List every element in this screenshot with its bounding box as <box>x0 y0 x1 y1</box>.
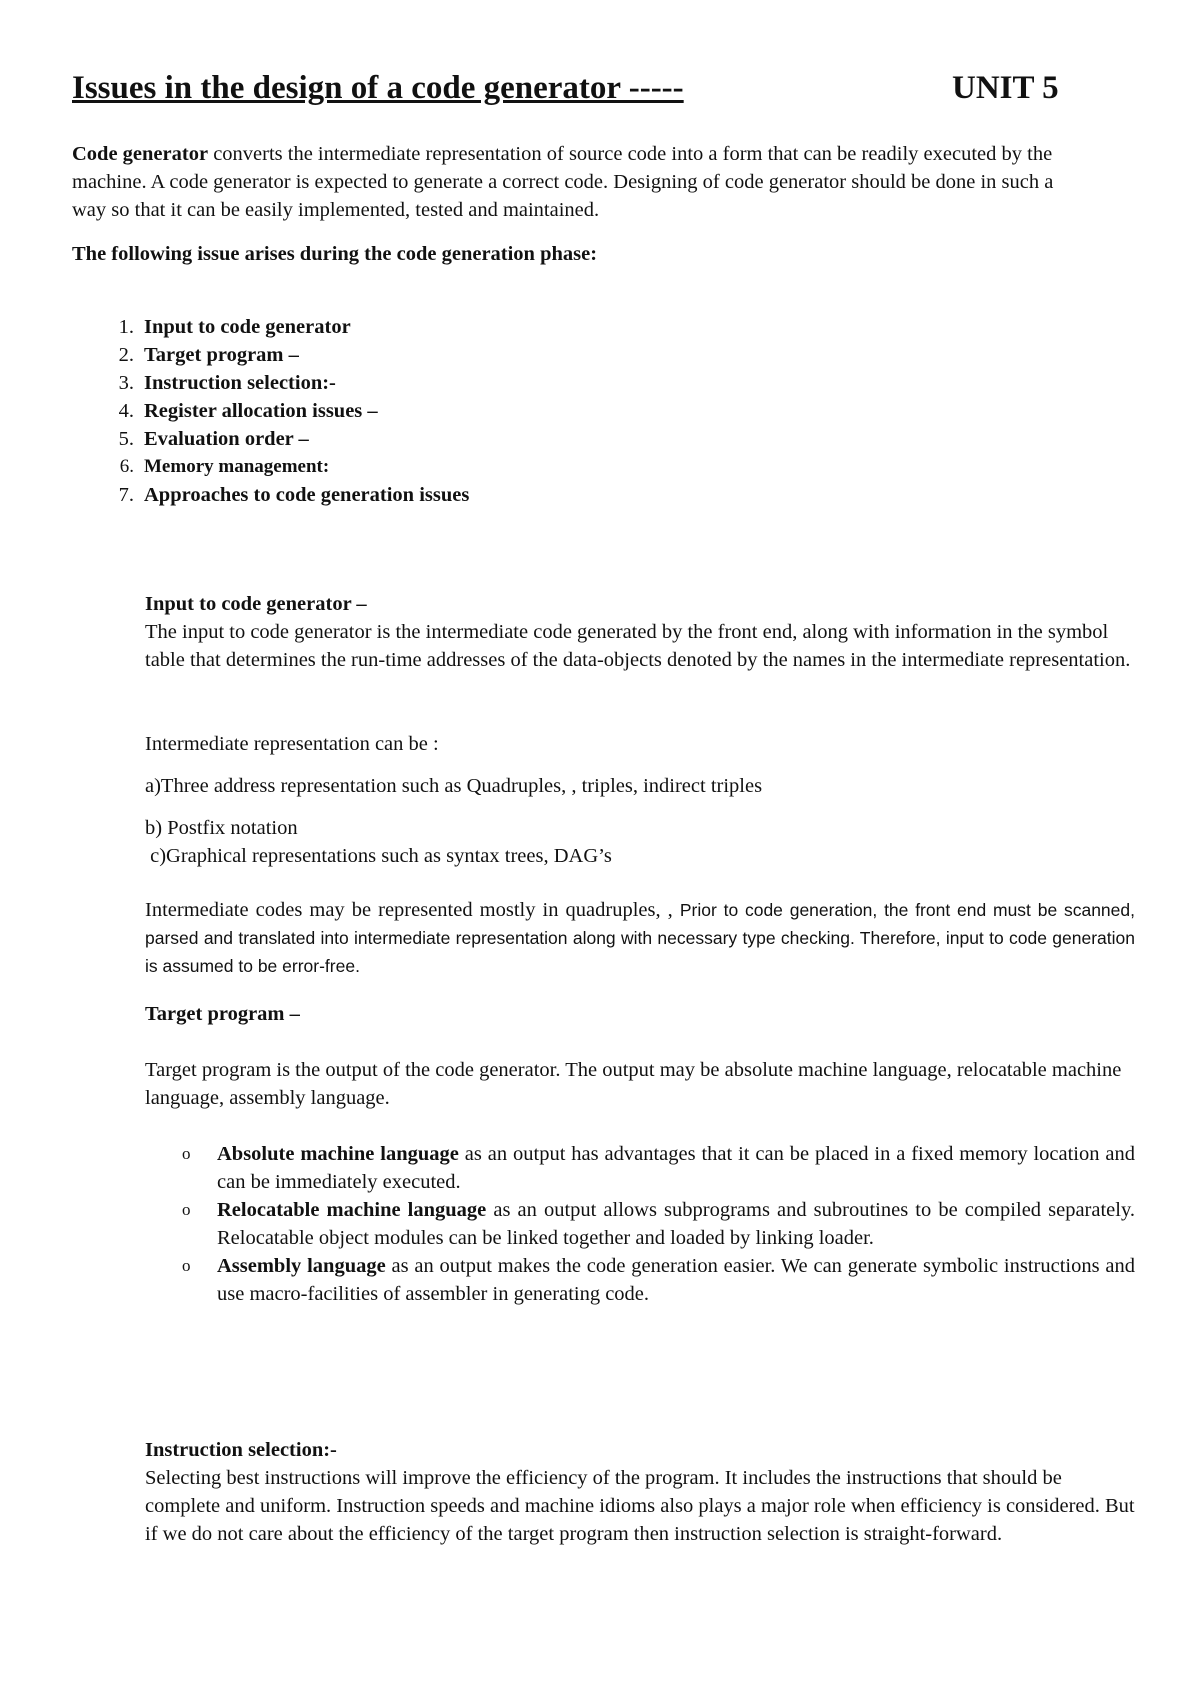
issues-list <box>72 313 672 509</box>
instruction-section-paragraph: Selecting best instructions will improve the efficiency of the program. It includes the instructions that should be complete and uniform. Instruction speeds and machine idioms also plays a major role when efficiency is considered. But if we do not care about the efficiency of the target program then instruction selection is straight-forward. <box>145 1467 1135 1545</box>
intro-lead: Code generator <box>72 143 209 165</box>
list-item: 6. Memory management: <box>119 456 330 477</box>
ir-mostly-serif: Intermediate codes may be represented mostly in quadruples, , <box>145 899 680 921</box>
unit-label: UNIT 5 <box>952 70 1059 106</box>
list-item: 1. Input to code generator <box>118 316 351 338</box>
ir-mostly-sans: Prior to code generation, the front end must be scanned, parsed and translated into intermediate representation along with necessary type checking. Therefore, input to code generation is assumed to be error-free. <box>145 900 1135 976</box>
input-section-heading: Input to code generator – <box>145 593 367 615</box>
target-section-heading: Target program – <box>145 1003 300 1025</box>
ir-option-b: b) Postfix notation <box>145 817 298 839</box>
instruction-section-heading: Instruction selection:- <box>145 1439 337 1461</box>
page-title <box>72 70 1082 107</box>
list-item: 5. Evaluation order – <box>118 428 309 450</box>
bullet-icon: o <box>182 1200 191 1219</box>
list-item: 4. Register allocation issues – <box>118 400 378 422</box>
list-item: 2. Target program – <box>118 344 299 366</box>
list-item: o Absolute machine language as an output has advantages that it can be placed in a fixed memory location and can be immediately executed. <box>145 1140 1135 1196</box>
list-item: 7. Approaches to code generation issues <box>118 484 470 506</box>
ir-option-c: c)Graphical representations such as syntax trees, DAG’s <box>145 845 612 867</box>
intro-text: converts the intermediate representation of source code into a form that can be readily executed by the machine. A code generator is expected to generate a correct code. Designing of code generator should be done in such a way so that it can be easily implemented, tested and maintained. <box>72 143 1054 221</box>
target-bullet-list <box>145 1140 1135 1308</box>
page-title-main: Issues in the design of a code generator ----- <box>72 70 684 106</box>
ir-mostly-paragraph <box>145 896 1135 980</box>
bullet-icon: o <box>182 1256 191 1275</box>
bullet-icon: o <box>182 1144 191 1163</box>
ir-option-a: a)Three address representation such as Quadruples, , triples, indirect triples <box>145 775 763 797</box>
issues-heading: The following issue arises during the code generation phase: <box>72 243 598 265</box>
list-item: 3. Instruction selection:- <box>118 372 336 394</box>
list-item: o Assembly language as an output makes the code generation easier. We can generate symbolic instructions and use macro-facilities of assembler in generating code. <box>145 1252 1135 1308</box>
ir-can-be: Intermediate representation can be : <box>145 733 439 755</box>
input-section-paragraph: The input to code generator is the intermediate code generated by the front end, along with information in the symbol table that determines the run-time addresses of the data-objects denoted by the names in the intermediate representation. <box>145 621 1131 671</box>
list-item: o Relocatable machine language as an output allows subprograms and subroutines to be compiled separately. Relocatable object modules can be linked together and loaded by linking loader. <box>145 1196 1135 1252</box>
target-section-paragraph: Target program is the output of the code generator. The output may be absolute machine language, relocatable machine language, assembly language. <box>145 1059 1122 1109</box>
intro-paragraph <box>72 140 1082 224</box>
